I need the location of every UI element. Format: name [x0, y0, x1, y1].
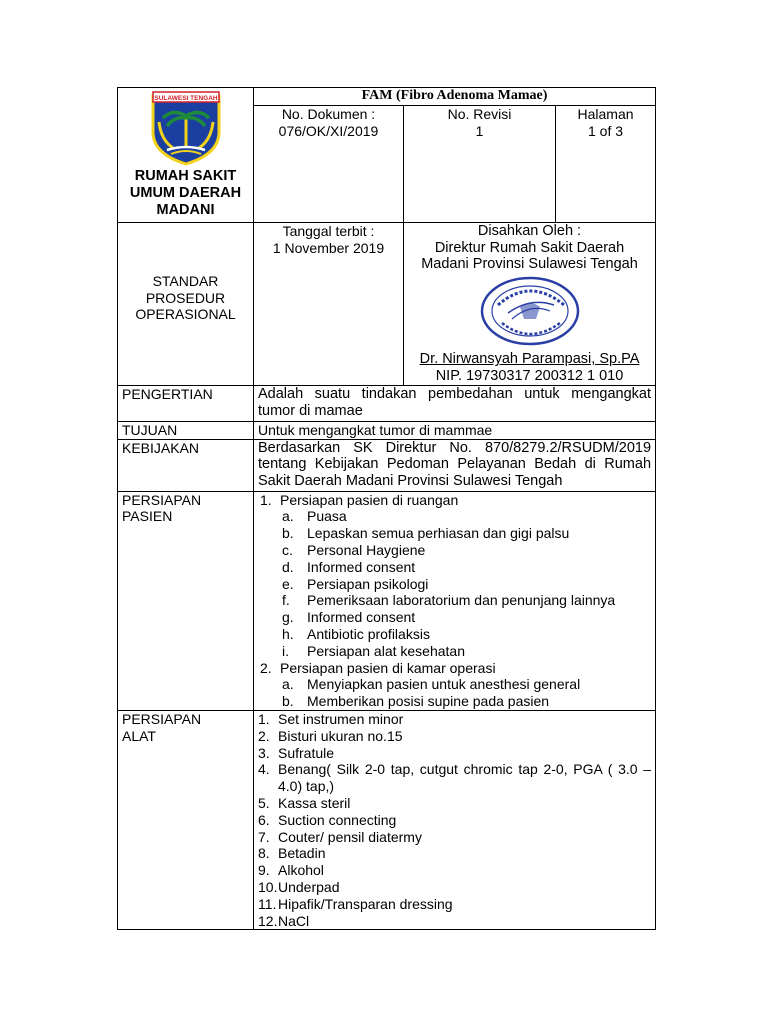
list-marker: e.	[282, 575, 294, 592]
persiapan-pasien-content	[254, 491, 656, 710]
list-item	[258, 761, 651, 795]
list-item-text: Underpad	[278, 878, 340, 895]
list-item	[258, 845, 651, 862]
list-item	[282, 625, 651, 643]
issue-date-label: Tanggal terbit :	[282, 222, 375, 239]
list-item	[258, 711, 651, 728]
approver-nip: NIP. 19730317 200312 1 010	[435, 367, 624, 384]
kebijakan-label: KEBIJAKAN	[118, 439, 254, 491]
persiapan-pasien-list	[260, 492, 651, 710]
list-marker: a.	[282, 508, 294, 525]
approval-cell	[404, 222, 656, 385]
list-item-text: Bisturi ukuran no.15	[278, 727, 403, 744]
list-item-text: Persiapan psikologi	[307, 575, 429, 592]
persiapan-alat-content	[254, 710, 656, 929]
sop-label-cell	[118, 222, 254, 385]
issue-date-value: 1 November 2019	[272, 239, 385, 256]
list-item-text: NaCl	[278, 912, 310, 929]
approver-title-line: Direktur Rumah Sakit Daerah	[434, 239, 625, 256]
list-marker: 4.	[258, 761, 270, 778]
list-item	[282, 541, 651, 559]
list-item	[258, 879, 651, 896]
list-item	[258, 829, 651, 846]
list-item	[282, 642, 651, 660]
issue-date-cell	[254, 222, 404, 385]
list-item-text: Couter/ pensil diatermy	[278, 828, 422, 845]
list-item	[282, 508, 651, 525]
document-title: FAM (Fibro Adenoma Mamae)	[254, 88, 656, 106]
list-marker: a.	[282, 676, 294, 693]
list-marker: 10.	[258, 878, 278, 895]
persiapan-pasien-group-title: Persiapan pasien di kamar operasi	[280, 659, 496, 676]
list-item	[282, 693, 651, 710]
persiapan-alat-list	[258, 711, 651, 929]
list-item-text: Persiapan alat kesehatan	[307, 642, 465, 659]
revision-cell	[404, 105, 556, 222]
list-marker: 6.	[258, 811, 270, 828]
official-stamp-icon	[478, 275, 582, 347]
list-marker: 5.	[258, 794, 270, 811]
document-number-cell	[254, 105, 404, 222]
persiapan-pasien-group	[260, 660, 651, 710]
kebijakan-text: Berdasarkan SK Direktur No. 870/8279.2/RSUDM/2019 tentang Kebijakan Pedoman Pelayanan Bedah di Rumah Sakit Daerah Madani Provinsi Sulawesi Tengah	[254, 439, 656, 491]
pengertian-label: PENGERTIAN	[118, 385, 254, 421]
list-item-text: Kassa steril	[278, 794, 351, 811]
list-marker: 12.	[258, 912, 278, 929]
document-number-value: 076/OK/XI/2019	[278, 122, 379, 139]
list-marker: g.	[282, 609, 294, 626]
list-item	[282, 592, 651, 609]
list-item-text: Set instrumen minor	[278, 710, 404, 727]
list-marker: f.	[282, 592, 290, 609]
tujuan-label: TUJUAN	[118, 421, 254, 439]
list-item	[258, 862, 651, 879]
page-label: Halaman	[577, 105, 634, 122]
list-item	[258, 896, 651, 913]
emblem-banner-text: SULAWESI TENGAH	[153, 95, 218, 102]
list-marker: h.	[282, 625, 294, 642]
list-item-text: Informed consent	[307, 558, 416, 575]
list-item-text: Pemeriksaan laboratorium dan penunjang lainnya	[307, 592, 616, 609]
sop-label-line: OPERASIONAL	[135, 306, 236, 323]
list-item-text: Memberikan posisi supine pada pasien	[307, 693, 550, 710]
page-value: 1 of 3	[587, 122, 624, 139]
revision-label: No. Revisi	[447, 105, 512, 122]
persiapan-pasien-group-title: Persiapan pasien di ruangan	[280, 491, 459, 508]
list-marker: 2.	[258, 727, 270, 744]
hospital-logo-cell	[118, 88, 254, 223]
hospital-name-line: RUMAH SAKIT	[134, 168, 237, 184]
list-marker: 3.	[258, 744, 270, 761]
list-item	[258, 913, 651, 930]
list-marker: 1.	[260, 491, 272, 508]
approver-name: Dr. Nirwansyah Parampasi, Sp.PA	[419, 351, 640, 368]
list-item	[258, 795, 651, 812]
list-item-text: Sufratule	[278, 744, 335, 761]
list-marker: 7.	[258, 828, 270, 845]
list-item	[282, 575, 651, 593]
hospital-name-line: UMUM DAERAH	[129, 185, 242, 201]
list-item	[258, 812, 651, 829]
persiapan-pasien-label	[118, 491, 254, 710]
list-item	[282, 558, 651, 576]
list-item-text: Informed consent	[307, 609, 416, 626]
list-item	[282, 676, 651, 693]
list-marker: d.	[282, 558, 294, 575]
persiapan-alat-label-line: PERSIAPAN	[122, 710, 202, 727]
list-item-text: Personal Haygiene	[307, 541, 426, 558]
list-item-text: Puasa	[307, 508, 347, 525]
tujuan-text: Untuk mengangkat tumor di mammae	[254, 421, 656, 439]
list-marker: b.	[282, 693, 294, 710]
revision-value: 1	[475, 122, 484, 139]
list-item-text: Antibiotic profilaksis	[307, 625, 430, 642]
list-item-text: Menyiapkan pasien untuk anesthesi general	[307, 676, 581, 693]
approved-by-label: Disahkan Oleh :	[477, 222, 582, 239]
list-item	[282, 525, 651, 542]
hospital-name-line: MADANI	[156, 202, 215, 218]
list-marker: 1.	[258, 710, 270, 727]
list-item-text: Suction connecting	[278, 811, 397, 828]
list-item	[258, 728, 651, 745]
list-item	[258, 745, 651, 762]
persiapan-pasien-sublist	[280, 676, 651, 710]
persiapan-alat-label-line: ALAT	[122, 727, 156, 744]
list-marker: 8.	[258, 845, 270, 862]
sop-document-table	[117, 87, 656, 930]
list-marker: b.	[282, 525, 294, 542]
approver-title-line: Madani Provinsi Sulawesi Tengah	[421, 256, 638, 273]
pengertian-text: Adalah suatu tindakan pembedahan untuk mengangkat tumor di mamae	[254, 385, 656, 421]
list-marker: i.	[282, 642, 289, 659]
list-marker: c.	[282, 541, 293, 558]
persiapan-pasien-label-line: PERSIAPAN	[122, 491, 202, 508]
document-number-label: No. Dokumen :	[281, 105, 376, 122]
list-item-text: Benang( Silk 2-0 tap, cutgut chromic tap 2-0, PGA ( 3.0 – 4.0) tap,)	[278, 761, 652, 795]
list-marker: 11.	[258, 895, 277, 912]
list-item-text: Alkohol	[278, 862, 324, 879]
persiapan-pasien-label-line: PASIEN	[122, 508, 173, 525]
persiapan-alat-label	[118, 710, 254, 929]
persiapan-pasien-sublist	[280, 508, 651, 659]
persiapan-pasien-group	[260, 492, 651, 660]
list-item-text: Lepaskan semua perhiasan dan gigi palsu	[307, 525, 570, 542]
list-item-text: Betadin	[278, 845, 326, 862]
page-cell	[556, 105, 656, 222]
list-item	[282, 609, 651, 626]
list-marker: 2.	[260, 659, 272, 676]
sop-label-line: PROSEDUR	[145, 289, 226, 306]
sulawesi-tengah-emblem-icon	[147, 88, 225, 166]
list-marker: 9.	[258, 862, 270, 879]
list-item-text: Hipafik/Transparan dressing	[278, 895, 453, 912]
sop-label-line: STANDAR	[152, 272, 219, 289]
